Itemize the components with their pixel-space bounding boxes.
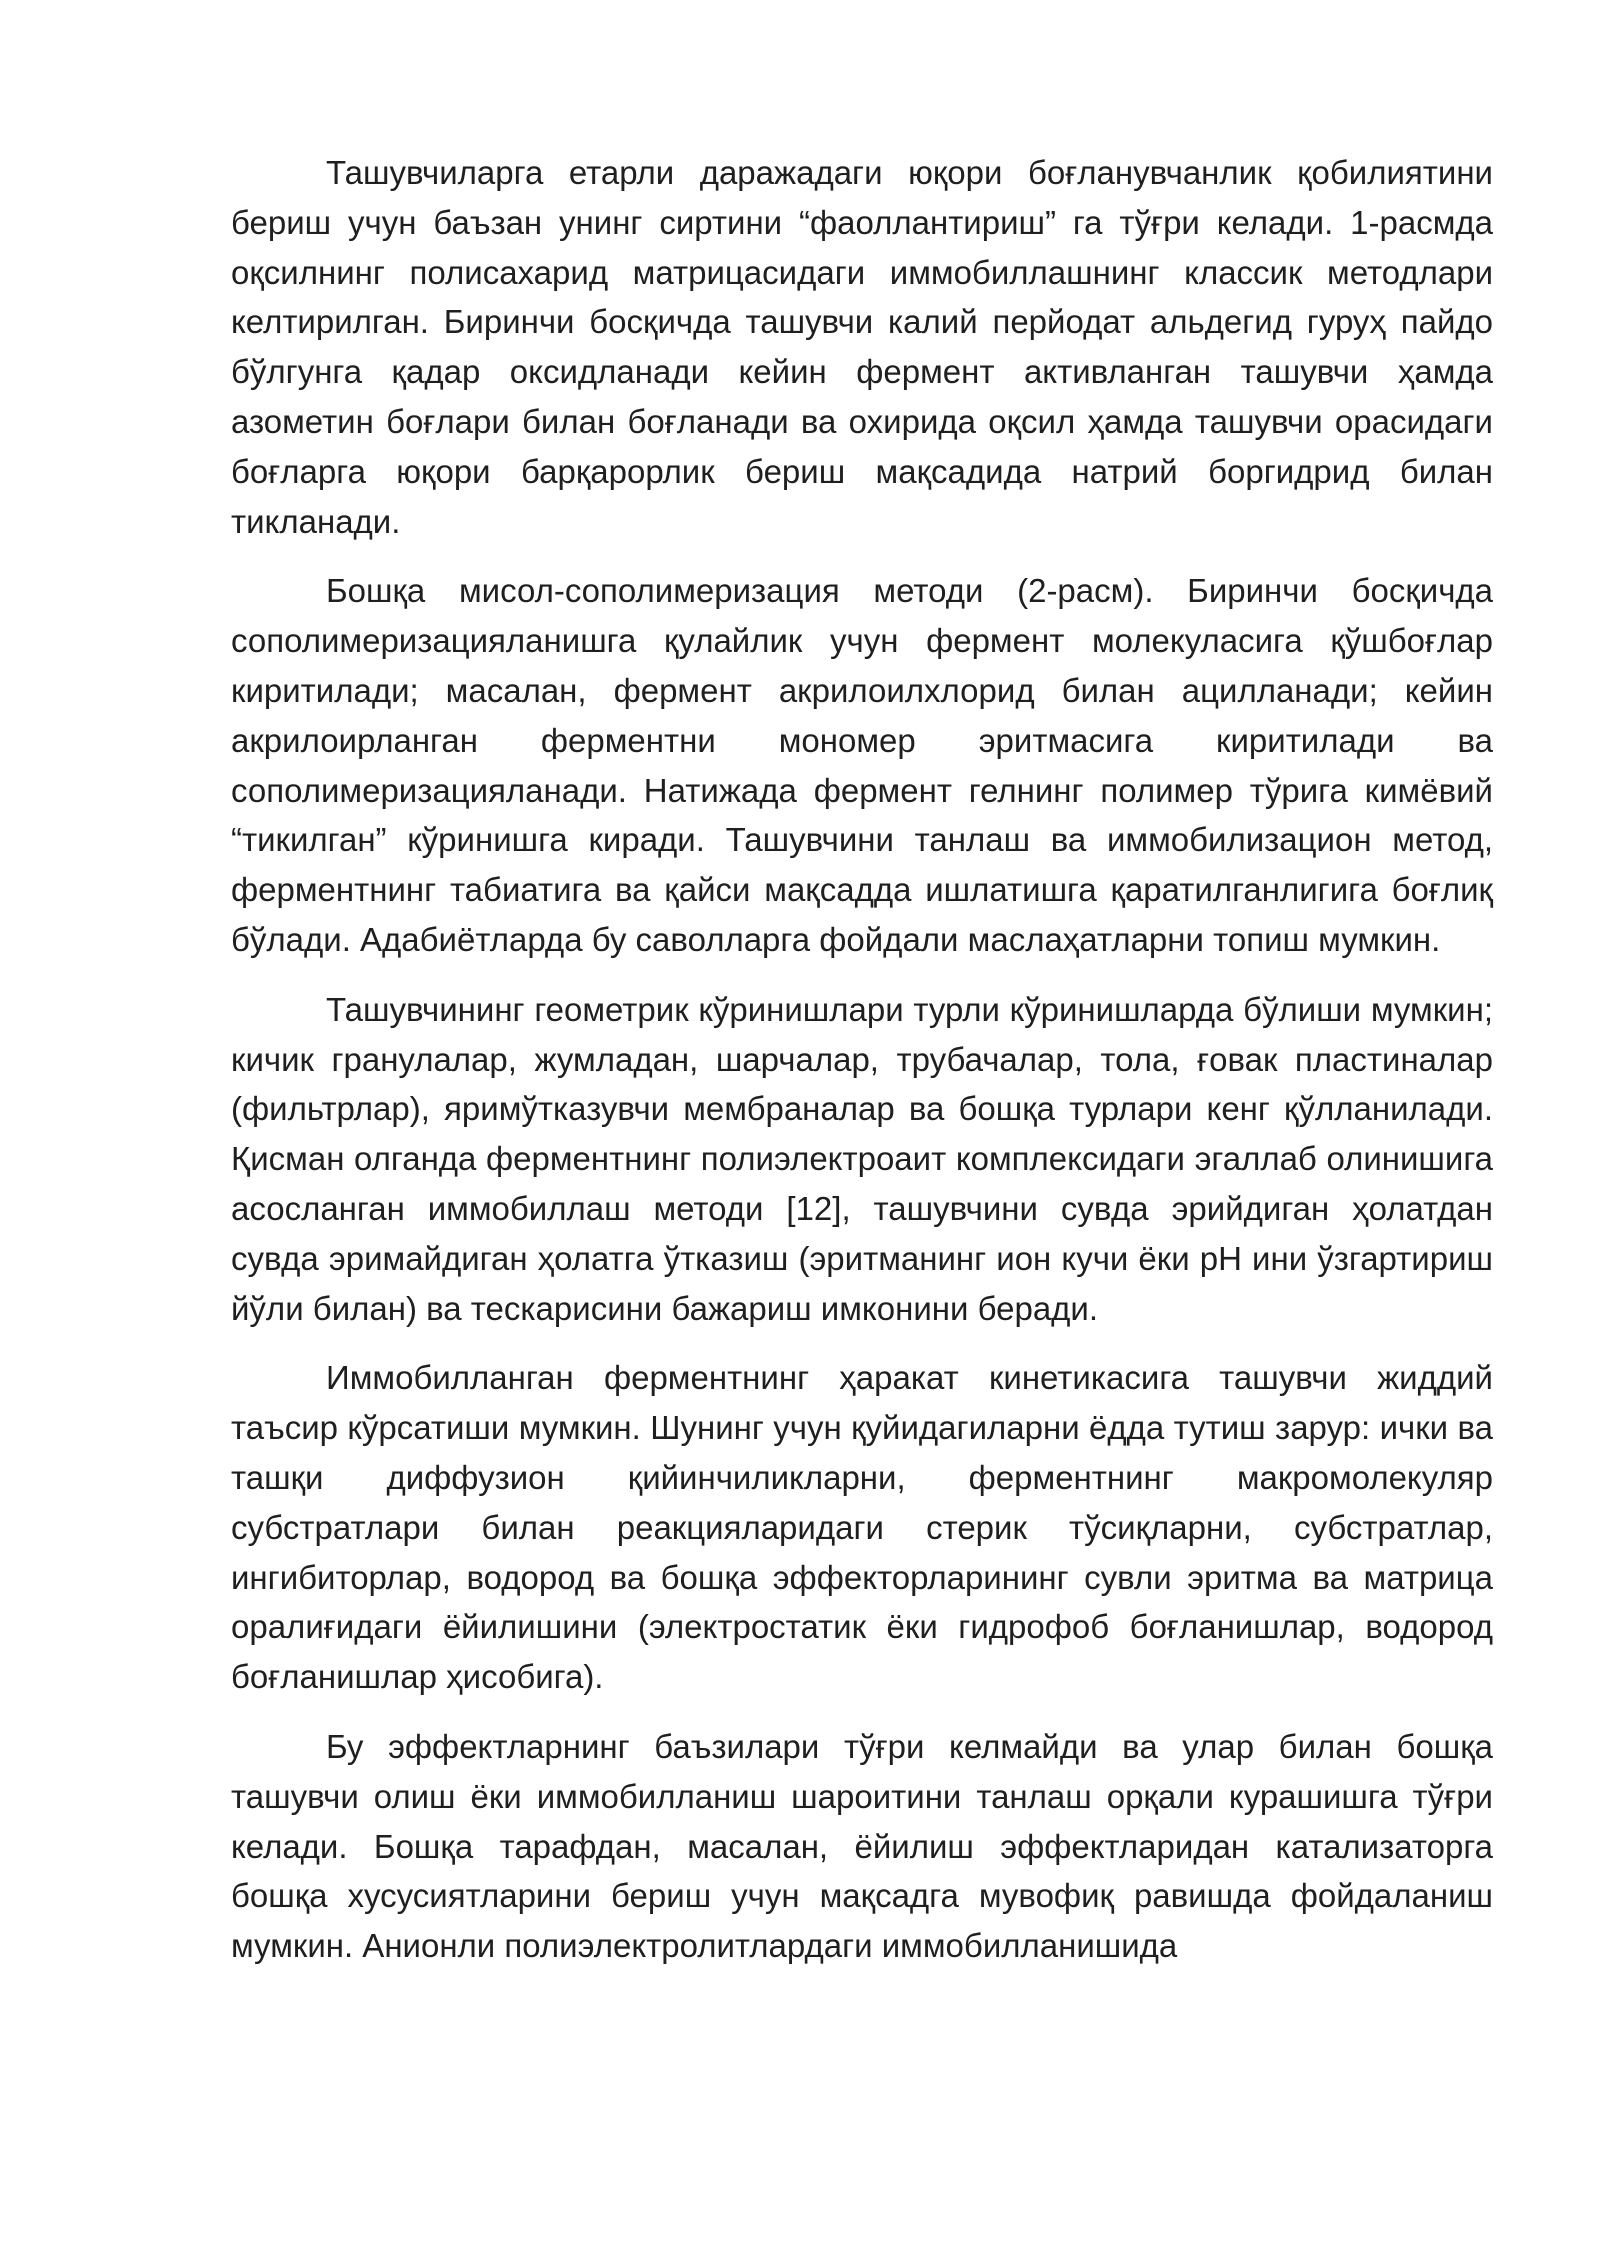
document-body (231, 148, 1493, 1971)
paragraph-carrier-geometry: Ташувчининг геометрик кўринишлари турли кўринишларда бўлиши мумкин; кичик гранулалар, жумладан, шарчалар, трубачалар, тола, ғовак пластиналар (фильтрлар), яримўтказувчи мембраналар ва бошқа турлари кенг қўлланилади. Қисман олганда ферментнинг полиэлектроаит комплексидаги эгаллаб олинишига асосланган иммобиллаш методи [12], ташувчини сувда эрийдиган ҳолатдан сувда эримайдиган ҳолатга ўтказиш (эритманинг ион кучи ёки pH ини ўзгартириш йўли билан) ва тескарисини бажариш имконини беради. (231, 990, 1493, 1327)
paragraph-effects: Бу эффектларнинг баъзилари тўғри келмайди ва улар билан бошқа ташувчи олиш ёки иммобилланиш шароитини танлаш орқали курашишга тўғри келади. Бошқа тарафдан, масалан, ёйилиш эффектларидан катализаторга бошқа хусусиятларини бериш учун мақсадга мувофиқ равишда фойдаланиш мумкин. Анионли полиэлектролитлардаги иммобилланишида (231, 1727, 1493, 1965)
paragraph-carrier-activation: Ташувчиларга етарли даражадаги юқори боғланувчанлик қобилиятини бериш учун баъзан унинг сиртини “фаоллантириш” га тўғри келади. 1-расмда оқсилнинг полисахарид матрицасидаги иммобиллашнинг классик методлари келтирилган. Биринчи босқичда ташувчи калий перйодат альдегид гуруҳ пайдо бўлгунга қадар оксидланади кейин фермент активланган ташувчи ҳамда азометин боғлари билан боғланади ва охирида оқсил ҳамда ташувчи орасидаги боғларга юқори барқарорлик бериш мақсадида натрий боргидрид билан тикланади. (231, 154, 1493, 540)
paragraph-kinetics-influence: Иммобилланган ферментнинг ҳаракат кинетикасига ташувчи жиддий таъсир кўрсатиши мумкин. Шунинг учун қуйидагиларни ёдда тутиш зарур: ички ва ташқи диффузион қийинчиликларни, ферментнинг макромолекуляр субстратлари билан реакцияларидаги стерик тўсиқларни, субстратлар, ингибиторлар, водород ва бошқа эффекторларининг сувли эритма ва матрица оралиғидаги ёйилишини (электростатик ёки гидрофоб боғланишлар, водород боғланишлар ҳисобига). (231, 1359, 1493, 1696)
paragraph-copolymerization-method: Бошқа мисол-сополимеризация методи (2-расм). Биринчи босқичда сополимеризацияланишга қулайлик учун фермент молекуласига қўшбоғлар киритилади; масалан, фермент акрилоилхлорид билан ацилланади; кейин акрилоирланган ферментни мономер эритмасига киритилади ва сополимеризацияланади. Натижада фермент гелнинг полимер тўрига кимёвий “тикилган” кўринишга киради. Ташувчини танлаш ва иммобилизацион метод, ферментнинг табиатига ва қайси мақсадда ишлатишга қаратилганлигига боғлиқ бўлади. Адабиётларда бу саволларга фойдали маслаҳатларни топиш мумкин. (231, 572, 1493, 958)
